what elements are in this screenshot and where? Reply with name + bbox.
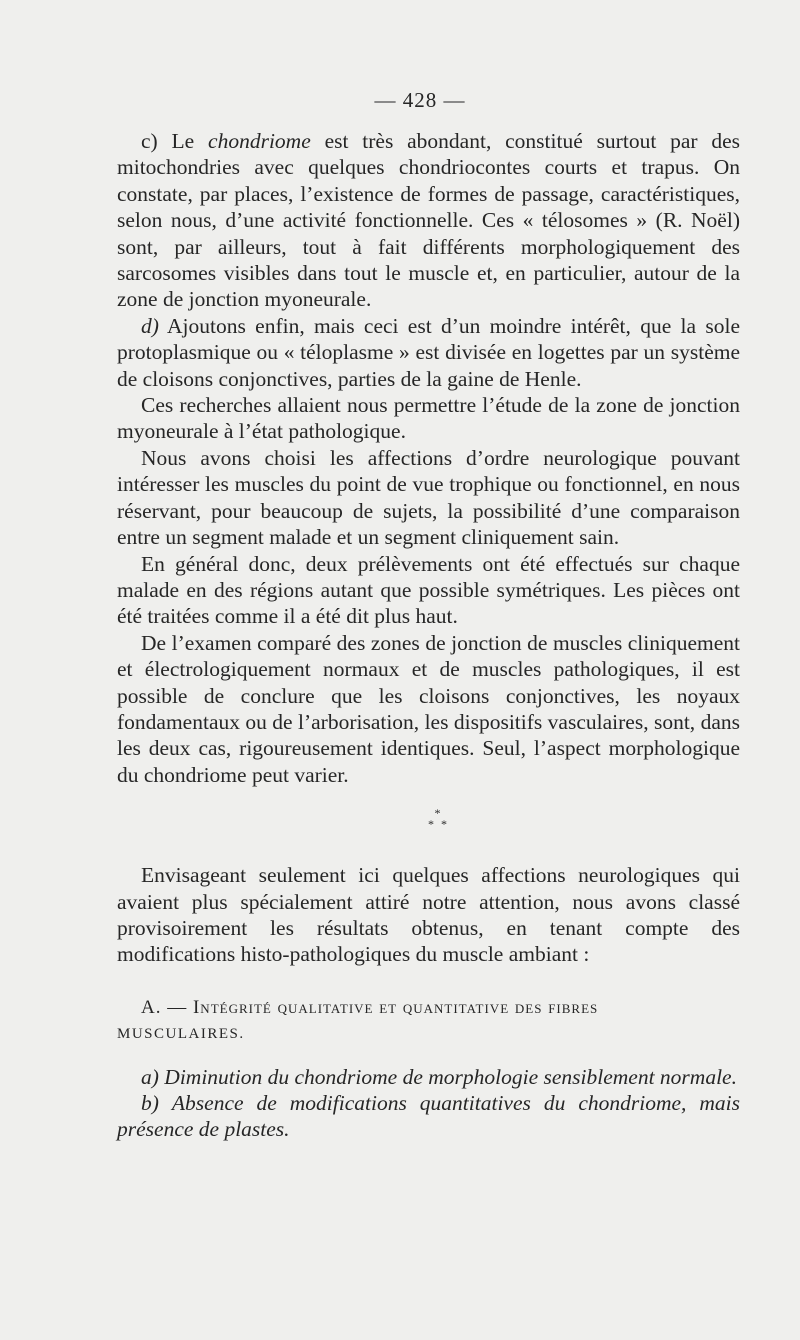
asterism-separator: * * *: [428, 806, 449, 832]
page-number: — 428 —: [374, 88, 466, 112]
paragraph-d: d) Ajoutons enfin, mais ceci est d’un moindre intérêt, que la sole protoplasmique ou « téloplasme » est divisée en logettes par un système de cloisons conjonctives, parties de la gaine de Henle.: [117, 313, 740, 391]
term-chondriome: chondriome: [208, 129, 311, 153]
section-heading-continuation: MUSCULAIRES.: [117, 1026, 245, 1043]
paragraph-marker: c): [141, 129, 158, 153]
paragraph-marker: d): [141, 313, 159, 338]
list-item: b) Absence de modifications quantitatives du chondriome, mais présence de plastes.: [117, 1091, 740, 1142]
paragraph: Envisageant seulement ici quelques affections neurologiques qui avaient plus spécialement attiré notre attention, nous avons classé provisoirement les résultats obtenus, en tenant compte des modifications histo-pathologiques du muscle ambiant :: [117, 863, 740, 967]
paragraph: De l’examen comparé des zones de jonction de muscles cliniquement et électrologiquement normaux et de muscles pathologiques, il est possible de conclure que les cloisons conjonctives, les noyaux fondamentaux ou de l’arborisation, les dispositifs vasculaires, sont, dans les deux cas, rigoureusement identiques. Seul, l’aspect morphologique du chondriome peut varier.: [117, 630, 740, 787]
page-content: [117, 128, 740, 1143]
paragraph: En général donc, deux prélèvements ont été effectués sur chaque malade en des régions autant que possible symétriques. Les pièces ont été traitées comme il a été dit plus haut.: [117, 551, 740, 629]
list-item: a) Diminution du chondriome de morphologie sensiblement normale.: [141, 1064, 737, 1089]
section-heading: A. — Intégrité qualitative et quantitative des fibres: [141, 996, 599, 1018]
paragraph: Ces recherches allaient nous permettre l’étude de la zone de jonction myoneurale à l’état pathologique.: [117, 393, 740, 444]
paragraph: Nous avons choisi les affections d’ordre neurologique pouvant intéresser les muscles du point de vue trophique ou fonctionnel, en nous réservant, pour beaucoup de sujets, la possibilité d’une comparaison entre un segment malade et un segment cliniquement sain.: [117, 445, 740, 550]
paragraph-c: c) Le chondriome est très abondant, constitué surtout par des mitochondries avec quelques chondriocontes courts et trapus. On constate, par places, l’existence de formes de passage, caractéristiques, selon nous, d’une activité fonctionnelle. Ces « télosomes » (R. Noël) sont, par ailleurs, tout à fait différents morphologiquement des sarcosomes visibles dans tout le muscle et, en particulier, autour de la zone de jonction myoneurale.: [117, 129, 741, 312]
